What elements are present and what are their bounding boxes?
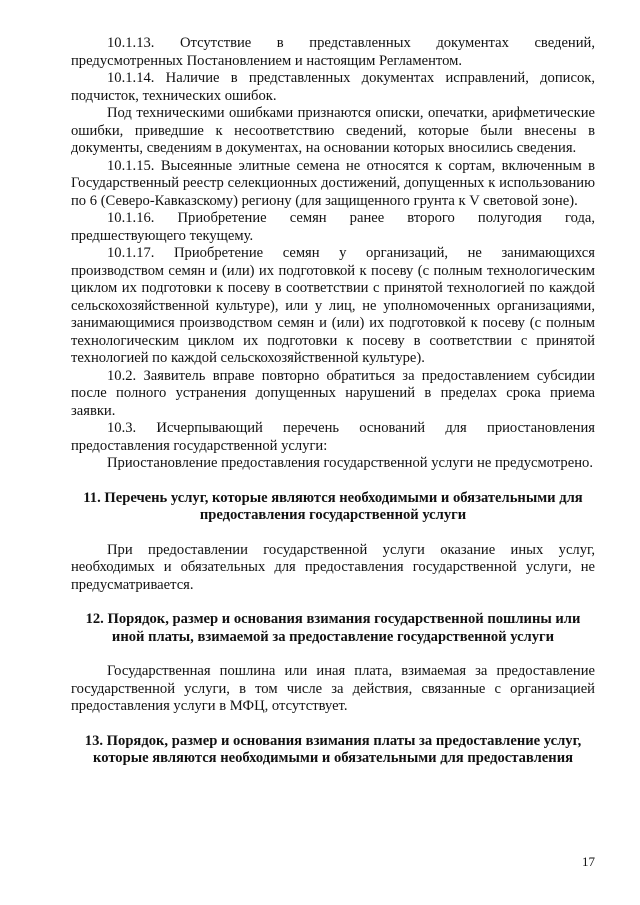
spacer [71, 525, 595, 542]
paragraph-10-1-13: 10.1.13. Отсутствие в представленных документах сведений, предусмотренных Постановлением и настоящим Регламентом. [71, 35, 595, 69]
paragraph-10-3: 10.3. Исчерпывающий перечень оснований для приостановления предоставления государственной услуги: [71, 420, 595, 454]
paragraph-10-1-15: 10.1.15. Высеянные элитные семена не относятся к сортам, включенным в Государственный реестр селекционных достижений, допущенных к использованию по 6 (Северо-Кавказскому) региону (для защищенного грунта к V световой зоне). [71, 157, 595, 209]
spacer [71, 473, 595, 490]
spacer [71, 716, 595, 733]
paragraph-10-2: 10.2. Заявитель вправе повторно обратиться за предоставлением субсидии после полного устранения допущенных нарушений в пределах срока приема заявки. [71, 367, 595, 419]
section-12-text: Государственная пошлина или иная плата, взимаемая за предоставление государственной услуги, в том числе за действия, связанные с организацией предоставления услуги в МФЦ, отсутствует. [71, 663, 595, 714]
section-13-heading: 13. Порядок, размер и основания взимания платы за предоставление услуг, которые являются необходимыми и обязательными для предоставления [84, 732, 582, 766]
section-12-heading: 12. Порядок, размер и основания взимания государственной пошлины или иной платы, взимаемой за предоставление государственной услуги [85, 611, 581, 645]
section-11-text: При предоставлении государственной услуги оказание иных услуг, необходимых и обязательных для предоставления государственной услуги, не предусматривается. [71, 541, 595, 593]
spacer [71, 646, 595, 663]
paragraph-10-1-14: 10.1.14. Наличие в представленных документах исправлений, дописок, подчисток, технических ошибок. [71, 70, 595, 104]
spacer [71, 594, 595, 611]
section-11-heading: 11. Перечень услуг, которые являются необходимыми и обязательными для предоставления государственной услуги [83, 489, 583, 523]
page-number: 17 [582, 854, 595, 869]
paragraph-10-1-16: 10.1.16. Приобретение семян ранее второго полугодия года, предшествующего текущему. [71, 210, 595, 244]
page-content [71, 35, 595, 768]
paragraph-technical-errors: Под техническими ошибками признаются описки, опечатки, арифметические ошибки, приведшие к несоответствию сведений, которые были внесены в документы, сведениям в документах, на основании которых вносились сведения. [71, 105, 595, 156]
paragraph-10-1-17: 10.1.17. Приобретение семян у организаций, не занимающихся производством семян и (или) их подготовкой к посеву (с полным технологическим циклом их подготовки к посеву в соответствии с принятой технологией по каждой сельскохозяйственной культуре), или у лиц, не уполномоченных организациями, занимающимися производством семян и (или) их подготовкой к посеву (с полным технологическим циклом их подготовки к посеву в соответствии с принятой технологией по каждой сельскохозяйственной культуре). [71, 245, 595, 366]
paragraph-suspension: Приостановление предоставления государственной услуги не предусмотрено. [107, 455, 593, 471]
